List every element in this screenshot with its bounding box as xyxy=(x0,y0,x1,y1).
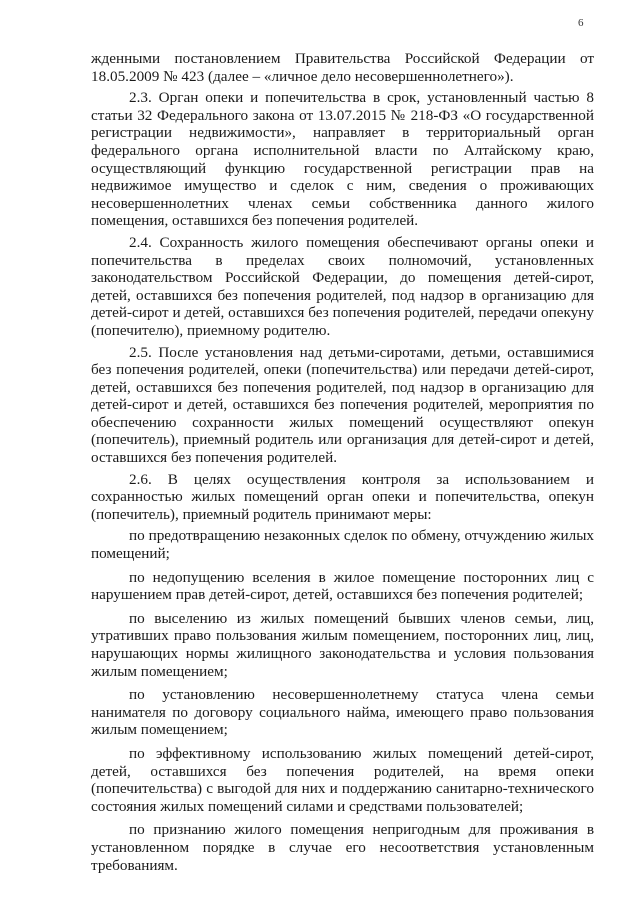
measure-item-3: по выселению из жилых помещений бывших членов семьи, лиц, утративших право пользования жилым помещением, посторонних лиц, лиц, нарушающих нормы жилищного законодательства и условия пользования жилым помещением; xyxy=(91,609,594,680)
measure-item-2: по недопущению вселения в жилое помещение посторонних лиц с нарушением прав детей-сирот, детей, оставшихся без попечения родителей; xyxy=(91,568,594,604)
measure-item-5: по эффективному использованию жилых помещений детей-сирот, детей, оставшихся без попечения родителей, на время опеки (попечительства) с выгодой для них и поддержанию санитарно-технического состояния жилых помещений силами и средствами пользователей; xyxy=(91,744,594,815)
measure-item-1: по предотвращению незаконных сделок по обмену, отчуждению жилых помещений; xyxy=(91,527,594,563)
page-number: 6 xyxy=(578,17,584,29)
document-body xyxy=(91,50,594,880)
measure-item-4: по установлению несовершеннолетнему статуса члена семьи нанимателя по договору социального найма, имеющего право пользования жилым помещением; xyxy=(91,686,594,739)
paragraph-2-4: 2.4. Сохранность жилого помещения обеспечивают органы опеки и попечительства в пределах своих полномочий, установленных законодательством Российской Федерации, до помещения детей-сирот, детей, оставшихся без попечения родителей, под надзор в организацию для детей-сирот и детей, оставшихся без попечения родителей, передачи опекуну (попечителю), приемному родителю. xyxy=(91,233,594,339)
paragraph-2-3: 2.3. Орган опеки и попечительства в срок, установленный частью 8 статьи 32 Федерального закона от 13.07.2015 № 218-ФЗ «О государственной регистрации недвижимости», направляет в территориальный орган федерального органа исполнительной власти по Алтайскому краю, осуществляющий функцию государственной регистрации прав на недвижимое имущество и сделок с ним, сведения о проживающих несовершеннолетних членах семьи собственника данного жилого помещения, оставшихся без попечения родителей. xyxy=(91,89,594,230)
paragraph-2-5: 2.5. После установления над детьми-сиротами, детьми, оставшимися без попечения родителей, опеки (попечительства) или передачи детей-сирот, детей, оставшихся без попечения родителей, под надзор в организацию для детей-сирот и детей, оставшихся без попечения родителей, мероприятия по обеспечению сохранности жилых помещений осуществляют опекун (попечитель), приемный родитель или организация для детей-сирот и детей, оставшихся без попечения родителей. xyxy=(91,343,594,467)
paragraph-continuation: жденными постановлением Правительства Российской Федерации от 18.05.2009 № 423 (далее – «личное дело несовершеннолетнего»). xyxy=(91,50,594,85)
measure-item-6: по признанию жилого помещения непригодным для проживания в установленном порядке в случае его несоответствия установленным требованиям. xyxy=(91,821,594,874)
paragraph-2-6: 2.6. В целях осуществления контроля за использованием и сохранностью жилых помещений орган опеки и попечительства, опекун (попечитель), приемный родитель принимают меры: xyxy=(91,470,594,523)
